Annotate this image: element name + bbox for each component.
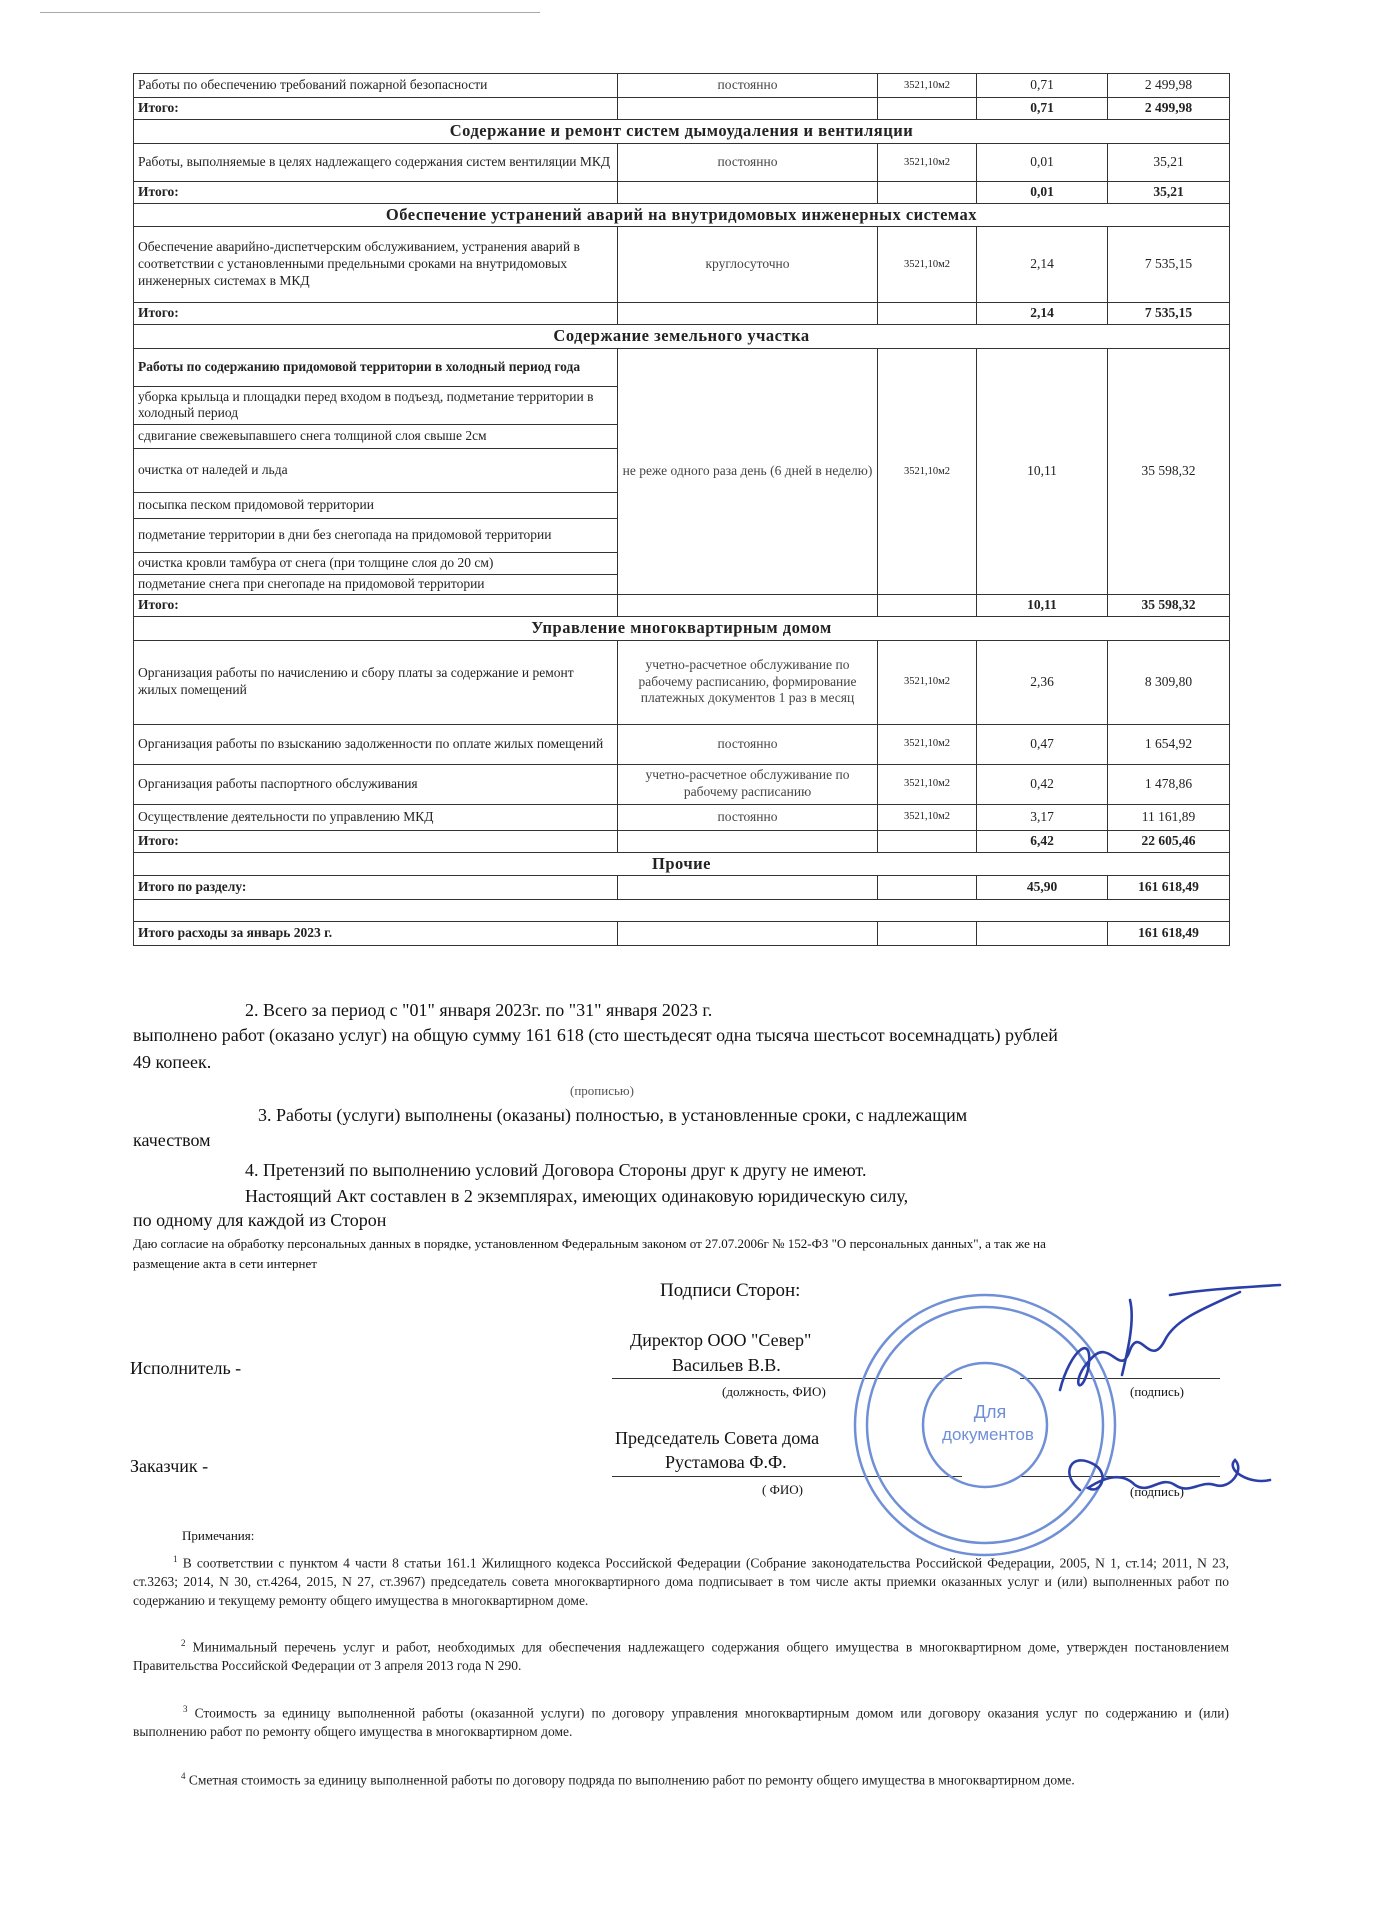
- customer-sign-caption: (подпись): [1130, 1484, 1184, 1499]
- section-row: [134, 616, 1230, 640]
- total-rate: 10,11: [977, 594, 1108, 616]
- services-table: [133, 73, 1230, 946]
- row-period: постоянно: [618, 143, 878, 181]
- total-rate: 0,71: [977, 98, 1108, 120]
- land-item: уборка крыльца и площадки перед входом в подъезд, подметание территории в холодный период: [134, 386, 618, 424]
- executor-caption: (должность, ФИО): [722, 1384, 826, 1399]
- executor-sign-caption: (подпись): [1130, 1384, 1184, 1399]
- total-sum: 7 535,15: [1108, 303, 1230, 325]
- row-name: Осуществление деятельности по управлению МКД: [134, 804, 618, 830]
- total-sum: 2 499,98: [1108, 98, 1230, 120]
- section-total-row: [134, 876, 1230, 900]
- total-rate: 0,01: [977, 181, 1108, 203]
- row-area: 3521,10м2: [878, 143, 977, 181]
- total-label: Итого:: [134, 594, 618, 616]
- section-row: [134, 120, 1230, 144]
- row-period: учетно-расчетное обслуживание по рабочему расписанию, формирование платежных документов 1 раз в месяц: [618, 640, 878, 724]
- section-title: Прочие: [134, 852, 1230, 876]
- section-title: Содержание земельного участка: [134, 325, 1230, 349]
- paragraph-4: 4. Претензий по выполнению условий Договора Стороны друг к другу не имеют.: [245, 1160, 867, 1180]
- customer-name: Рустамова Ф.Ф.: [665, 1452, 787, 1472]
- total-rate: 2,14: [977, 303, 1108, 325]
- paragraph-2-line3: 49 копеек.: [133, 1052, 212, 1072]
- paragraph-3-line2: качеством: [133, 1130, 211, 1150]
- land-item: сдвигание свежевыпавшего снега толщиной слоя свыше 2см: [134, 424, 618, 448]
- consent-line1: Даю согласие на обработку персональных данных в порядке, установленном Федеральным законом от 27.07.2006г № 152-ФЗ "О персональных данных", а так же на: [133, 1236, 1046, 1251]
- total-sum: 35 598,32: [1108, 594, 1230, 616]
- section-total-label: Итого по разделу:: [134, 876, 618, 900]
- grand-total-sum: 161 618,49: [1108, 922, 1230, 946]
- row-area: 3521,10м2: [878, 640, 977, 724]
- grand-total-row: [134, 922, 1230, 946]
- consent-line2: размещение акта в сети интернет: [133, 1256, 317, 1271]
- row-period: постоянно: [618, 74, 878, 98]
- total-row: [134, 303, 1230, 325]
- row-name: Организация работы по взысканию задолженности по оплате жилых помещений: [134, 724, 618, 764]
- land-item: очистка от наледей и льда: [134, 448, 618, 492]
- paragraph-2-line2: выполнено работ (оказано услуг) на общую сумму 161 618 (сто шестьдесят одна тысяча шестьсот восемнадцать) рублей: [133, 1025, 1058, 1045]
- table-row: [134, 764, 1230, 804]
- table-row: [134, 804, 1230, 830]
- table-row: [134, 74, 1230, 98]
- row-rate: 2,36: [977, 640, 1108, 724]
- row-rate: 0,01: [977, 143, 1108, 181]
- total-row: [134, 594, 1230, 616]
- section-title: Содержание и ремонт систем дымоудаления и вентиляции: [134, 120, 1230, 144]
- land-row: [134, 348, 1230, 386]
- row-sum: 8 309,80: [1108, 640, 1230, 724]
- row-area: 3521,10м2: [878, 804, 977, 830]
- total-label: Итого:: [134, 98, 618, 120]
- section-title: Управление многоквартирным домом: [134, 616, 1230, 640]
- section-row: [134, 325, 1230, 349]
- land-period: не реже одного раза день (6 дней в неделю): [618, 348, 878, 594]
- paragraph-2-line1: 2. Всего за период с "01" января 2023г. по "31" января 2023 г.: [245, 1000, 713, 1020]
- row-name: Организация работы по начислению и сбору платы за содержание и ремонт жилых помещений: [134, 640, 618, 724]
- note-3: $^3$ Стоимость за единицу выполненной работы (оказанной услуги) по договору управления многоквартирным домом или договору оказания услуг по содержанию и (или) выполнению работ по ремонту общего имущества в многоквартирном доме.: [133, 1704, 1229, 1740]
- handwritten-signatures: [1000, 1280, 1290, 1530]
- land-rate: 10,11: [977, 348, 1108, 594]
- executor-name: Васильев В.В.: [672, 1355, 781, 1375]
- total-rate: 6,42: [977, 830, 1108, 852]
- notes-title: Примечания:: [182, 1528, 255, 1543]
- row-period: учетно-расчетное обслуживание по рабочему расписанию: [618, 764, 878, 804]
- row-area: 3521,10м2: [878, 227, 977, 303]
- land-sum: 35 598,32: [1108, 348, 1230, 594]
- table-row: [134, 640, 1230, 724]
- note-1: $^1$ В соответствии с пунктом 4 части 8 статьи 161.1 Жилищного кодекса Российской Федерации (Собрание законодательства Российской Федерации, 2005, N 1, ст.14; 2011, N 23, ст.3263; 2014, N 30, ст.4264, 2015, N 27, ст.3967) председатель совета многоквартирного дома подписывает в том числе акты приемки оказанных услуг и (или) выполненных работ по содержанию и текущему ремонту общего имущества в многоквартирном доме.: [133, 1554, 1229, 1609]
- section-total-rate: 45,90: [977, 876, 1108, 900]
- stamp-text-2: документов: [942, 1425, 1034, 1444]
- row-area: 3521,10м2: [878, 724, 977, 764]
- row-period: постоянно: [618, 804, 878, 830]
- total-row: [134, 830, 1230, 852]
- total-label: Итого:: [134, 181, 618, 203]
- note-4: $^4$ Сметная стоимость за единицу выполненной работы по договору подряда по выполнению работ по ремонту общего имущества в многоквартирном доме.: [181, 1771, 1075, 1788]
- section-row: [134, 852, 1230, 876]
- land-area: 3521,10м2: [878, 348, 977, 594]
- total-sum: 22 605,46: [1108, 830, 1230, 852]
- land-item: подметание снега при снегопаде на придомовой территории: [134, 574, 618, 594]
- total-sum: 35,21: [1108, 181, 1230, 203]
- customer-caption: ( ФИО): [762, 1482, 803, 1497]
- row-sum: 2 499,98: [1108, 74, 1230, 98]
- total-label: Итого:: [134, 830, 618, 852]
- row-sum: 1 478,86: [1108, 764, 1230, 804]
- total-label: Итого:: [134, 303, 618, 325]
- row-rate: 0,42: [977, 764, 1108, 804]
- row-sum: 1 654,92: [1108, 724, 1230, 764]
- top-scan-line: [40, 12, 540, 13]
- row-sum: 35,21: [1108, 143, 1230, 181]
- table-row: [134, 724, 1230, 764]
- row-name: Обеспечение аварийно-диспетчерским обслуживанием, устранения аварий в соответствии с установленными предельными сроками на внутридомовых инженерных системах в МКД: [134, 227, 618, 303]
- row-sum: 11 161,89: [1108, 804, 1230, 830]
- row-area: 3521,10м2: [878, 74, 977, 98]
- grand-total-label: Итого расходы за январь 2023 г.: [134, 922, 618, 946]
- executor-position: Директор ООО "Север": [630, 1330, 812, 1350]
- paragraph-5-line2: по одному для каждой из Сторон: [133, 1210, 387, 1230]
- executor-label: Исполнитель -: [130, 1358, 242, 1378]
- spacer-row: [134, 900, 1230, 922]
- customer-position: Председатель Совета дома: [615, 1428, 820, 1448]
- row-rate: 0,71: [977, 74, 1108, 98]
- paragraph-3-line1: 3. Работы (услуги) выполнены (оказаны) полностью, в установленные сроки, с надлежащим: [258, 1105, 968, 1125]
- total-row: [134, 98, 1230, 120]
- paragraph-5-line1: Настоящий Акт составлен в 2 экземплярах, имеющих одинаковую юридическую силу,: [245, 1186, 909, 1206]
- row-name: Организация работы паспортного обслуживания: [134, 764, 618, 804]
- row-name: Работы, выполняемые в целях надлежащего содержания систем вентиляции МКД: [134, 143, 618, 181]
- propisyu-caption: (прописью): [570, 1083, 634, 1098]
- row-name: Работы по обеспечению требований пожарной безопасности: [134, 74, 618, 98]
- land-item: Работы по содержанию придомовой территории в холодный период года: [134, 348, 618, 386]
- land-item: посыпка песком придомовой территории: [134, 492, 618, 518]
- row-rate: 3,17: [977, 804, 1108, 830]
- row-area: 3521,10м2: [878, 764, 977, 804]
- row-sum: 7 535,15: [1108, 227, 1230, 303]
- table-row: [134, 143, 1230, 181]
- note-2: $^2$ Минимальный перечень услуг и работ, необходимых для обеспечения надлежащего содержания общего имущества в многоквартирном доме, утвержден постановлением Правительства Российской Федерации от 3 апреля 2013 года N 290.: [133, 1638, 1229, 1674]
- customer-label: Заказчик -: [130, 1456, 209, 1476]
- row-rate: 2,14: [977, 227, 1108, 303]
- total-row: [134, 181, 1230, 203]
- section-row: [134, 203, 1230, 227]
- row-period: круглосуточно: [618, 227, 878, 303]
- row-rate: 0,47: [977, 724, 1108, 764]
- row-period: постоянно: [618, 724, 878, 764]
- table-row: [134, 227, 1230, 303]
- section-total-sum: 161 618,49: [1108, 876, 1230, 900]
- section-title: Обеспечение устранений аварий на внутридомовых инженерных системах: [134, 203, 1230, 227]
- signatures-title: Подписи Сторон:: [660, 1280, 801, 1301]
- land-item: подметание территории в дни без снегопада на придомовой территории: [134, 518, 618, 552]
- stamp-text-1: Для: [973, 1402, 1007, 1422]
- land-item: очистка кровли тамбура от снега (при толщине слоя до 20 см): [134, 552, 618, 574]
